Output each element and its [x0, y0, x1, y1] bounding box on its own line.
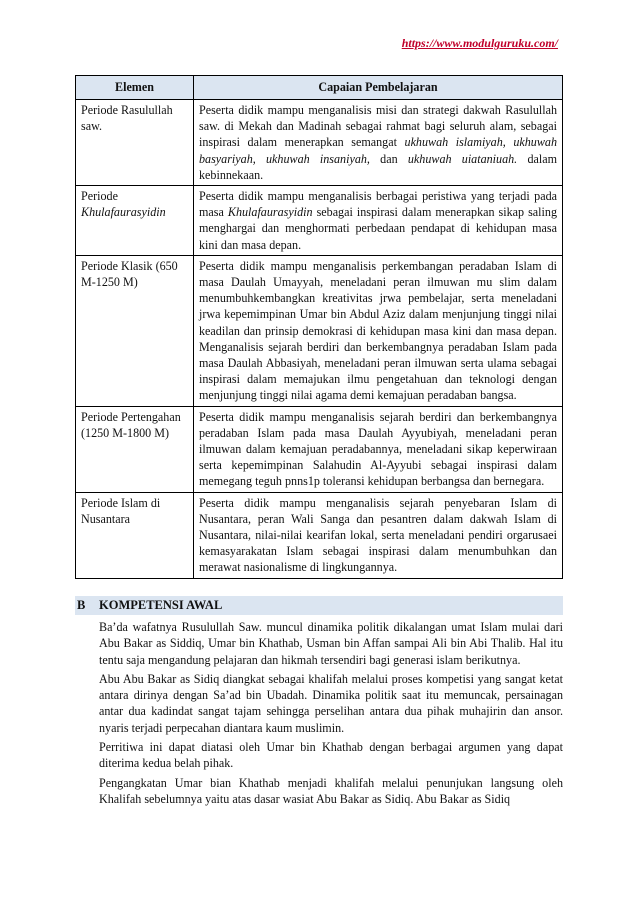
element-name-italic: Khulafaurasyidin — [81, 205, 166, 220]
table-header-row — [76, 76, 563, 100]
table-row — [76, 492, 563, 578]
outcome-text: dalam kebinnekaan. — [199, 151, 557, 182]
outcome-text: Peserta didik mampu menganalisis misi dan strategi dakwah Rasulullah saw. di Mekah dan Madinah sebagai rahmat bagi seluruh alam, sebagai inspirasi dalam menerapkan semangat — [199, 103, 557, 150]
learning-outcomes-table — [75, 75, 563, 579]
element-name: Periode Islam di Nusantara — [81, 495, 161, 526]
outcome-text: Peserta didik mampu menganalisis sejarah penyebaran Islam di Nusantara, peran Wali Sanga dan pesantren dalam dakwah Islam di Nusantara, nilai-nilai kearifan lokal, serta meneladani pendiri orgarusaei kemasyarakatan Islam sebagai inspirasi dalam menumbuhkan dan merawat nasionalisme di lingkungannya. — [199, 495, 557, 575]
outcome-text: dan — [369, 151, 408, 166]
element-name: Periode — [81, 189, 118, 204]
outcome-text-italic: ukhuwah islamiyah, ukhuwah basyariyah, ukhuwah insaniyah, — [199, 135, 558, 166]
element-name: Periode Klasik (650 M-1250 M) — [81, 258, 178, 290]
table-row — [76, 186, 563, 256]
outcome-cell — [194, 492, 563, 578]
header-url-link[interactable]: https://www.modulguruku.com/ — [401, 36, 558, 50]
outcome-text-italic: Khulafaurasyidin — [227, 205, 313, 220]
outcome-cell — [194, 100, 563, 186]
outcome-text: Peserta didik mampu menganalisis berbagai peristiwa yang terjadi pada masa — [199, 189, 557, 220]
paragraph: Ba’da wafatnya Rusulullah Saw. muncul dinamika politik dikalangan umat Islam mulai dari Abu Bakar as Siddiq, Umar bin Khathab, Usman bin Affan sampai Ali bin Abi Thalib. Hal itu tentu saja mengandung pelajaran dan hikmah tersendiri bagi generasi islam berikutnya. — [99, 620, 563, 667]
section-title: KOMPETENSI AWAL — [99, 598, 223, 612]
header-elemen: Elemen — [76, 76, 194, 100]
table-row — [76, 406, 563, 492]
outcome-cell — [194, 255, 563, 406]
outcome-text: sebagai inspirasi dalam menerapkan sikap saling menghargai dan menghormati perbedaan pendapat di kehidupan masa kini dan masa depan. — [199, 205, 557, 252]
section-letter: B — [77, 598, 86, 612]
outcome-text-italic: ukhuwah uiataniuah. — [407, 151, 518, 166]
element-name: Periode Rasulullah saw. — [81, 103, 173, 134]
header-capaian: Capaian Pembelajaran — [194, 76, 563, 100]
element-name: Periode Pertengahan (1250 M-1800 M) — [81, 409, 181, 440]
outcome-cell — [194, 186, 563, 256]
paragraph: Pengangkatan Umar bian Khathab menjadi khalifah melalui penunjukan langsung oleh Khalifah sebelumnya yaitu atas dasar wasiat Abu Bakar as Sidiq. Abu Bakar as Sidiq — [99, 775, 563, 806]
element-cell — [76, 255, 194, 406]
outcome-text: Peserta didik mampu menganalisis perkembangan peradaban Islam di masa Daulah Umayyah, meneladani peran ilmuwan mu slim dalam menumbuhkembangkan kreativitas jrwa pembelajar, serta meneladani jrwa kepemimpinan Umar bin Abdul Aziz dalam menjunjung tinggi nilai keadilan dan prinsip demokrasi di kehidupan masa kini dan masa depan. Menganalisis sejarah berdiri dan berkembangnya peradaban Islam pada masa Daulah Abbasiyah, meneladani peran ilmuwan serta ulama sebagai inspirasi dalam memajukan ilmu pengetahuan dan teknologi dengan menjunjung tinggi nilai agama demi kemajuan peradaban bangsa. — [199, 258, 557, 403]
section-heading — [75, 596, 563, 615]
outcome-cell — [194, 406, 563, 492]
element-cell — [76, 492, 194, 578]
table-row — [76, 100, 563, 186]
element-cell — [76, 100, 194, 186]
table-row — [76, 255, 563, 406]
section-body — [99, 619, 563, 810]
paragraph: Abu Abu Bakar as Sidiq diangkat sebagai khalifah melalui proses kompetisi yang sangat ketat antara dirinya dengan Sa’ad bin Ubadah. Dinamika politik saat itu memuncak, persainagan antar dua kadindat sangat tajam sehingga perselihan antara dua pihak muhajirin dan ansor. nyaris terjadi perpecahan diantara kaum muslimin. — [99, 671, 563, 735]
element-cell — [76, 186, 194, 256]
outcome-text: Peserta didik mampu menganalisis sejarah berdiri dan berkembangnya peradaban Islam pada masa Daulah Ayyubiyah, meneladani peran ilmuwan dalam kemajuan peradabannya, meneladani sikap keperwiraan serta kepemimpinan Salahudin Al-Ayyubi sebagai inspirasi dalam memegang teguh pnns1p toleransi kehidupan berbangsa dan bernegara. — [199, 409, 557, 489]
element-cell — [76, 406, 194, 492]
paragraph: Perritiwa ini dapat diatasi oleh Umar bin Khathab dengan berbagai argumen yang dapat diterima kedua belah pihak. — [99, 740, 563, 771]
